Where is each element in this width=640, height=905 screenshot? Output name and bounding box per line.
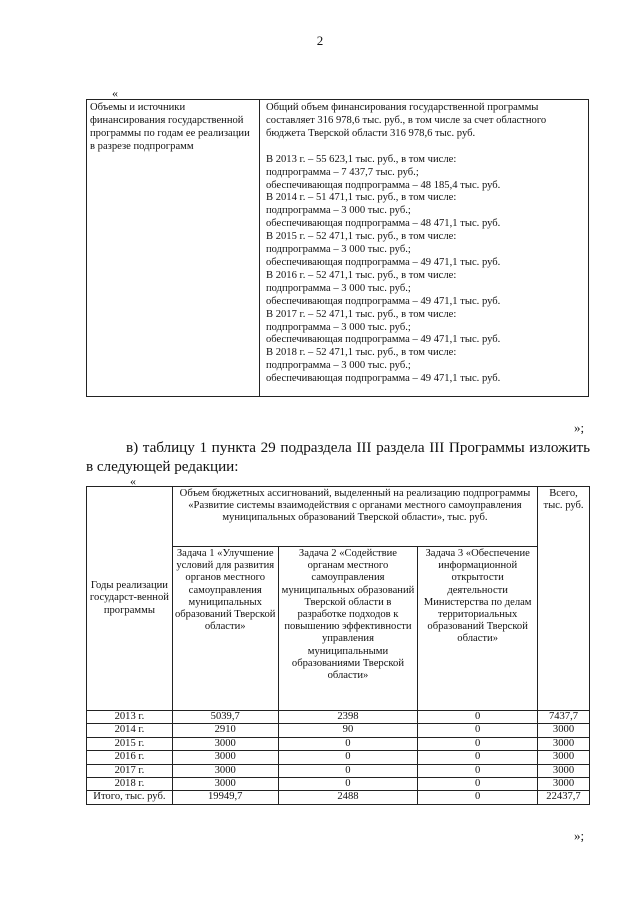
financing-line: составляет 316 978,6 тыс. руб., в том числе за счет областного	[266, 114, 547, 126]
financing-label-cell: Объемы и источники финансирования государственной программы по годам ее реализации в разрезе подпрограмм	[87, 100, 260, 397]
cell-t3: 0	[418, 778, 538, 791]
page-number: 2	[316, 33, 324, 48]
cell-year: 2014 г.	[87, 724, 173, 737]
total-sum: 22437,7	[538, 791, 590, 804]
cell-total: 3000	[538, 737, 590, 750]
cell-t1: 3000	[172, 764, 278, 777]
cell-total: 3000	[538, 751, 590, 764]
table-row	[87, 711, 590, 724]
financing-line: В 2015 г. – 52 471,1 тыс. руб., в том числе:	[266, 231, 457, 243]
cell-year: 2015 г.	[87, 737, 173, 750]
financing-line: обеспечивающая подпрограмма – 49 471,1 тыс. руб.	[266, 334, 501, 346]
task1-header: Задача 1 «Улучшение условий для развития органов местного самоуправления муниципальных образований Тверской области»	[172, 547, 278, 711]
cell-year: 2013 г.	[87, 711, 173, 724]
financing-line: подпрограмма – 3 000 тыс. руб.;	[266, 321, 411, 333]
cell-total: 3000	[538, 778, 590, 791]
financing-line: подпрограмма – 3 000 тыс. руб.;	[266, 244, 411, 256]
cell-t3: 0	[418, 724, 538, 737]
cell-t2: 2398	[278, 711, 418, 724]
financing-line	[266, 141, 584, 154]
task3-header: Задача 3 «Обеспечение информационной открытости деятельности Министерства по делам территориальных образований Тверской области»	[418, 547, 538, 711]
financing-line: В 2014 г. – 51 471,1 тыс. руб., в том числе:	[266, 192, 457, 204]
opening-quote: «	[130, 474, 136, 488]
financing-line: подпрограмма – 7 437,7 тыс. руб.;	[266, 166, 419, 178]
years-header: Годы реализации государст-венной программы	[87, 487, 173, 711]
budget-rows	[87, 711, 590, 791]
task2-header: Задача 2 «Содействие органам местного самоуправления муниципальных образований Тверской области в разработке подходов к повышению эффективности управления муниципальными образованиями Тверской области»	[278, 547, 418, 711]
cell-total: 7437,7	[538, 711, 590, 724]
financing-table	[86, 99, 589, 397]
amendment-paragraph: в) таблицу 1 пункта 29 подраздела III раздела III Программы изложить в следующей редакции:	[86, 439, 590, 475]
financing-line: обеспечивающая подпрограмма – 48 185,4 тыс. руб.	[266, 179, 501, 191]
budget-table	[86, 486, 590, 805]
table-row	[87, 751, 590, 764]
financing-line: бюджета Тверской области 316 978,6 тыс. руб.	[266, 127, 476, 139]
financing-lines	[266, 102, 584, 386]
financing-line: обеспечивающая подпрограмма – 48 471,1 тыс. руб.	[266, 218, 501, 230]
cell-t1: 2910	[172, 724, 278, 737]
group-header: Объем бюджетных ассигнований, выделенный на реализацию подпрограммы «Развитие системы взаимодействия с органами местного самоуправления муниципальных образований Тверской области», тыс. руб.	[172, 487, 537, 547]
total-header: Всего, тыс. руб.	[538, 487, 590, 711]
cell-t2: 0	[278, 764, 418, 777]
cell-t1: 5039,7	[172, 711, 278, 724]
closing-quote: »;	[574, 420, 585, 435]
cell-t2: 0	[278, 778, 418, 791]
table-row	[87, 724, 590, 737]
total-task2: 2488	[278, 791, 418, 804]
cell-year: 2016 г.	[87, 751, 173, 764]
cell-t3: 0	[418, 737, 538, 750]
cell-t3: 0	[418, 751, 538, 764]
cell-year: 2018 г.	[87, 778, 173, 791]
financing-line: обеспечивающая подпрограмма – 49 471,1 тыс. руб.	[266, 295, 501, 307]
cell-t1: 3000	[172, 778, 278, 791]
financing-line: обеспечивающая подпрограмма – 49 471,1 тыс. руб.	[266, 256, 501, 268]
financing-line: Общий объем финансирования государственной программы	[266, 102, 539, 113]
cell-total: 3000	[538, 724, 590, 737]
financing-line: В 2016 г. – 52 471,1 тыс. руб., в том числе:	[266, 269, 457, 281]
financing-line: В 2018 г. – 52 471,1 тыс. руб., в том числе:	[266, 347, 457, 359]
cell-t2: 0	[278, 737, 418, 750]
total-task3: 0	[418, 791, 538, 804]
table-row	[87, 737, 590, 750]
financing-details-cell	[260, 100, 589, 397]
closing-quote: »;	[574, 828, 585, 843]
cell-t1: 3000	[172, 751, 278, 764]
financing-line: В 2017 г. – 52 471,1 тыс. руб., в том числе:	[266, 308, 457, 320]
financing-line: подпрограмма – 3 000 тыс. руб.;	[266, 282, 411, 294]
total-row-label: Итого, тыс. руб.	[87, 791, 173, 804]
cell-year: 2017 г.	[87, 764, 173, 777]
cell-t3: 0	[418, 764, 538, 777]
cell-t2: 90	[278, 724, 418, 737]
cell-t1: 3000	[172, 737, 278, 750]
opening-quote: «	[112, 86, 118, 100]
financing-line: В 2013 г. – 55 623,1 тыс. руб., в том числе:	[266, 153, 457, 165]
table-row	[87, 764, 590, 777]
cell-total: 3000	[538, 764, 590, 777]
total-task1: 19949,7	[172, 791, 278, 804]
financing-line: подпрограмма – 3 000 тыс. руб.;	[266, 205, 411, 217]
financing-line: обеспечивающая подпрограмма – 49 471,1 тыс. руб.	[266, 373, 501, 385]
cell-t2: 0	[278, 751, 418, 764]
cell-t3: 0	[418, 711, 538, 724]
table-row	[87, 778, 590, 791]
financing-line: подпрограмма – 3 000 тыс. руб.;	[266, 360, 411, 372]
